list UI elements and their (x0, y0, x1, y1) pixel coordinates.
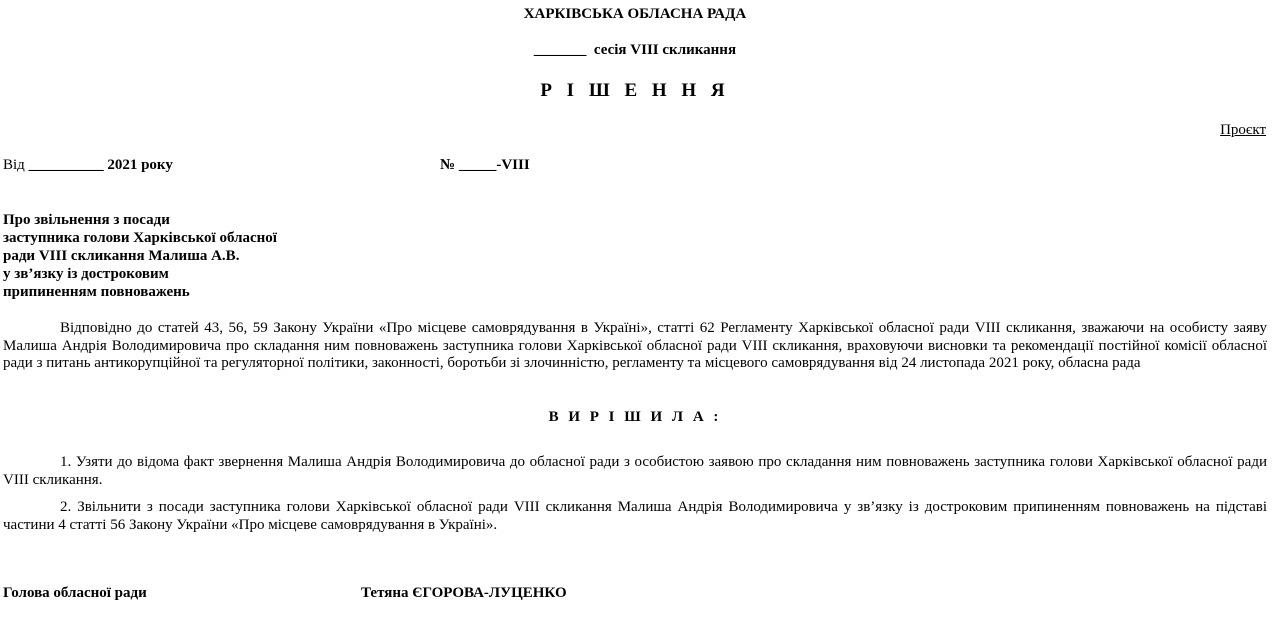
session-line (0, 42, 1270, 59)
decided-heading: В И Р І Ш И Л А : (548, 409, 722, 425)
subject-line: у зв’язку із достроковим (3, 266, 169, 282)
decision-subject (3, 211, 323, 301)
session-text: сесія VIII скликання (593, 42, 737, 58)
subject-line: заступника голови Харківської обласної (3, 230, 277, 246)
number-prefix: № (440, 157, 456, 173)
council-name: ХАРКІВСЬКА ОБЛАСНА РАДА (523, 6, 747, 22)
date-prefix: Від (3, 157, 25, 173)
subject-line: припиненням повноважень (3, 284, 190, 300)
signature-role: Голова обласної ради (3, 585, 147, 601)
date-line (3, 157, 173, 174)
date-year: 2021 року (107, 157, 173, 173)
decision-number-line (440, 157, 530, 174)
date-blank: __________ (28, 157, 104, 173)
subject-line: ради VIII скликання Малиша А.В. (3, 248, 240, 264)
signature-name: Тетяна ЄГОРОВА-ЛУЦЕНКО (361, 585, 567, 601)
number-suffix: -VIII (496, 157, 530, 173)
preamble-paragraph: Відповідно до статей 43, 56, 59 Закону України «Про місцеве самоврядування в Україні», статті 62 Регламенту Харківської обласної ради VIII скликання, зважаючи на особисту заяву Малиша Андрія Володимировича про складання ним повноважень заступника голови Харківської обласної ради VIII скликання, враховуючи висновки та рекомендації постійної комісії обласної ради з питань антикорупційної та регуляторної політики, законності, боротьби зі злочинністю, регламенту та місцевого самоврядування від 24 листопада 2021 року, обласна рада (3, 320, 1267, 372)
document-title: Р І Ш Е Н Н Я (540, 80, 730, 101)
decision-item-2: 2. Звільнити з посади заступника голови Харківської обласної ради VIII скликання Малиша Андрія Володимировича у зв’язку із достроковим припиненням повноважень на підставі частини 4 статті 56 Закону України «Про місцеве самоврядування в Україні». (3, 499, 1267, 533)
draft-label: Проєкт (1220, 122, 1266, 138)
number-blank: _____ (458, 157, 497, 173)
decision-item-1: 1. Узяти до відома факт звернення Малиша Андрія Володимировича до обласної ради з особистою заявою про складання ним повноважень заступника голови Харківської обласної ради VIII скликання. (3, 454, 1267, 488)
session-number-blank: _______ (533, 42, 587, 58)
subject-line: Про звільнення з посади (3, 212, 170, 228)
